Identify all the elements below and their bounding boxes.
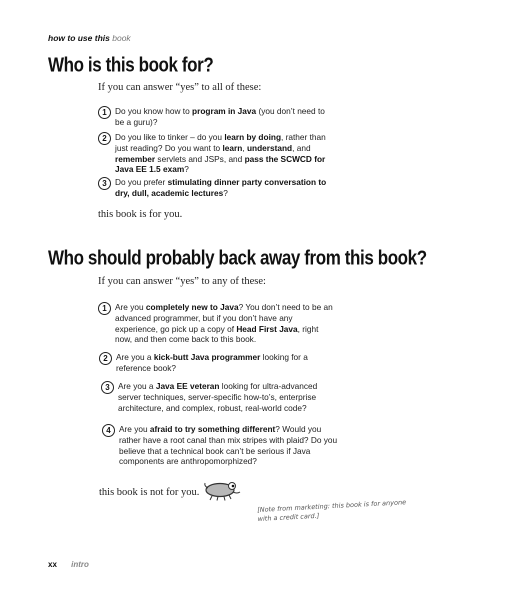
number-badge: 4 xyxy=(102,424,115,437)
list-item xyxy=(98,177,336,199)
conclusion-not-for-you: this book is not for you. xyxy=(99,487,200,498)
running-head-suffix: book xyxy=(112,33,131,43)
list-item-text: Do you prefer stimulating dinner party conversation to dry, dull, academic lectures? xyxy=(115,177,327,198)
number-badge: 2 xyxy=(98,132,111,145)
number-badge: 1 xyxy=(98,106,111,119)
section-title-back-away: Who should probably back away from this book? xyxy=(48,246,427,270)
list-item xyxy=(98,132,336,175)
list-item xyxy=(98,106,336,128)
list-item-text: Are you a Java EE veteran looking for ultra-advanced server techniques, server-specific how-to’s, enterprise architecture, and complex, robust, real-world code? xyxy=(118,381,318,413)
footer-section-label: intro xyxy=(71,560,89,569)
list-item-text: Are you completely new to Java? You don’t need to be an advanced programmer, but if you don’t have any experience, go pick up a copy of Head First Java, right now, and then come back to this book. xyxy=(115,302,333,345)
section-title-who-for: Who is this book for? xyxy=(48,53,214,77)
list-item xyxy=(102,424,340,467)
running-head-title: how to use this xyxy=(48,33,110,43)
critter-illustration xyxy=(202,478,242,502)
conclusion-for-you: this book is for you. xyxy=(98,209,183,220)
list-item-text: Do you like to tinker – do you learn by doing, rather than just reading? Do you want to learn, understand, and remember servlets and JSPs, and pass the SCWCD for Java EE 1.5 exam? xyxy=(115,132,326,175)
list-item-text: Are you afraid to try something different? Would you rather have a root canal than mix stripes with plaid? Do you believe that a technical book can’t be serious if Java components are anthropomorphized? xyxy=(119,424,338,467)
running-head xyxy=(48,33,131,43)
number-badge: 3 xyxy=(101,381,114,394)
page-number: xx xyxy=(48,560,57,569)
number-badge: 3 xyxy=(98,177,111,190)
list-item xyxy=(101,381,339,413)
number-badge: 2 xyxy=(99,352,112,365)
marketing-note: [Note from marketing: this book is for anyone with a credit card.] xyxy=(257,498,407,523)
list-item-text: Are you a kick-butt Java programmer looking for a reference book? xyxy=(116,352,308,373)
intro-text-yes-any: If you can answer “yes” to any of these: xyxy=(98,276,266,287)
list-item-text: Do you know how to program in Java (you don’t need to be a guru)? xyxy=(115,106,325,127)
list-item xyxy=(98,302,336,345)
number-badge: 1 xyxy=(98,302,111,315)
intro-text-yes-all: If you can answer “yes” to all of these: xyxy=(98,82,262,93)
page-footer xyxy=(48,560,89,569)
list-item xyxy=(99,352,337,374)
